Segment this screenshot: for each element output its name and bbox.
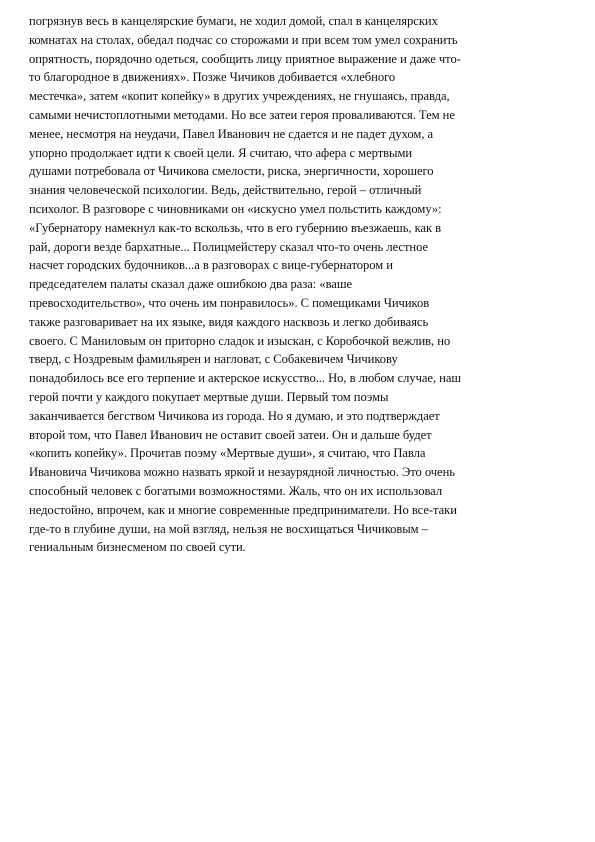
text-line: Ивановича Чичикова можно назвать яркой и незаурядной личностью. Это очень [29, 465, 455, 480]
text-line: понадобилось все его терпение и актерское искусство... Но, в любом случае, наш [29, 371, 462, 386]
text-line: упорно продолжает идти к своей цели. Я считаю, что афера с мертвыми [29, 145, 413, 160]
text-line: «Губернатору намекнул как-то вскользь, что в его губернию въезжаешь, как в [29, 220, 442, 235]
text-line: местечка», затем «копит копейку» в других учреждениях, не гнушаясь, правда, [29, 89, 450, 104]
text-line: душами потребовала от Чичикова смелости, риска, энергичности, хорошего [29, 164, 434, 179]
text-line: рай, дороги везде бархатные... Полицмейстеру сказал что-то очень лестное [29, 239, 429, 254]
text-line: способный человек с богатыми возможностями. Жаль, что он их использовал [29, 483, 443, 498]
text-line: своего. С Маниловым он приторно сладок и изыскан, с Коробочкой вежлив, но [29, 333, 451, 348]
text-line: герой почти у каждого покупает мертвые души. Первый том поэмы [29, 389, 389, 404]
text-line: самыми нечистоплотными методами. Но все затеи героя проваливаются. Тем не [29, 107, 455, 122]
text-line: также разговаривает на их языке, видя каждого насквозь и легко добиваясь [29, 314, 429, 329]
text-line: превосходительство», что очень им понравилось». С помещиками Чичиков [29, 295, 430, 310]
text-line: знания человеческой психологии. Ведь, действительно, герой – отличный [29, 183, 422, 198]
text-line: второй том, что Павел Иванович не оставит своей затеи. Он и дальше будет [29, 427, 432, 442]
text-line: комнатах на столах, обедал подчас со сторожами и при всем том умел сохранить [29, 32, 458, 47]
essay-text [29, 12, 589, 557]
text-line: гениальным бизнесменом по своей сути. [29, 540, 246, 555]
text-line: менее, несмотря на неудачи, Павел Иванович не сдается и не падет духом, а [29, 126, 434, 141]
text-line: психолог. В разговоре с чиновниками он «искусно умел польстить каждому»: [29, 201, 442, 216]
text-line: то благородное в движениях». Позже Чичиков добивается «хлебного [29, 70, 396, 85]
text-line: насчет городских будочников...а в разговорах с вице-губернатором и [29, 258, 393, 273]
text-line: погрязнув весь в канцелярские бумаги, не ходил домой, спал в канцелярских [29, 14, 438, 28]
text-line: председателем палаты сказал даже ошибкою два раза: «ваше [29, 277, 353, 292]
text-line: недостойно, впрочем, как и многие современные предприниматели. Но все-таки [29, 502, 457, 517]
text-line: «копить копейку». Прочитав поэму «Мертвые души», я считаю, что Павла [29, 446, 426, 461]
text-line: заканчивается бегством Чичикова из города. Но я думаю, и это подтверждает [29, 408, 440, 423]
text-line: опрятность, порядочно одеться, сообщить лицу приятное выражение и даже что- [29, 51, 461, 66]
text-line: тверд, с Ноздревым фамильярен и нагловат, с Собакевичем Чичикову [29, 352, 398, 367]
text-line: где-то в глубине души, на мой взгляд, нельзя не восхищаться Чичиковым – [29, 521, 428, 536]
